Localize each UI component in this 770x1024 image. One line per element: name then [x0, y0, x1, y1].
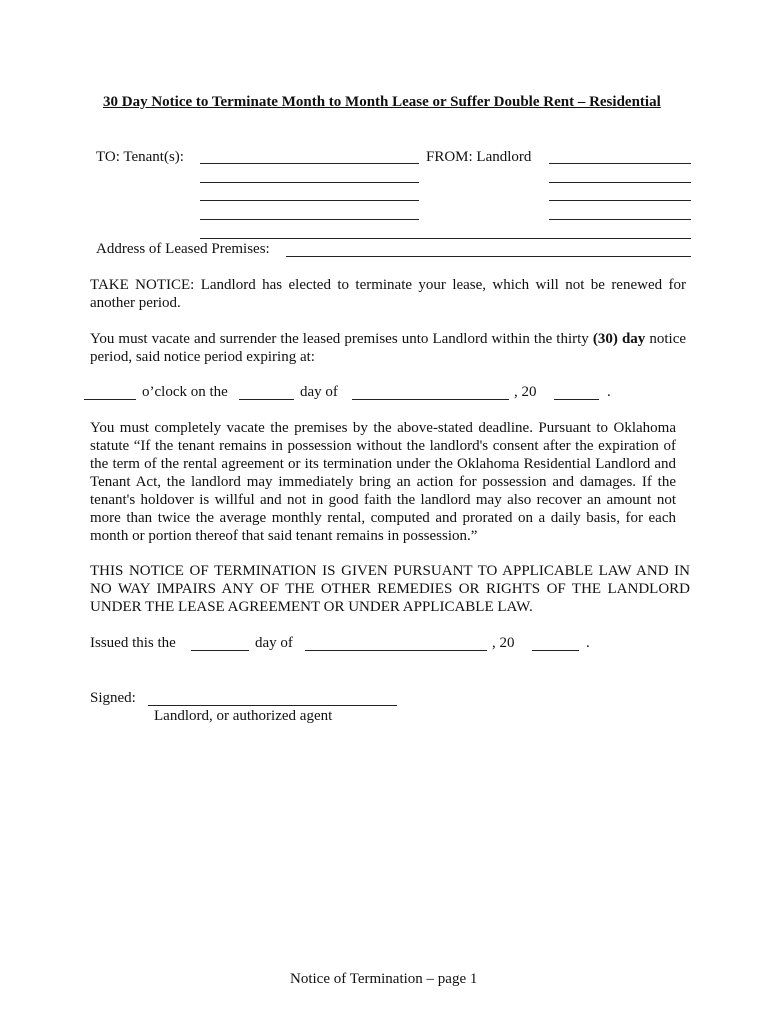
vacate-paragraph — [90, 330, 686, 366]
document-title: 30 Day Notice to Terminate Month to Month Lease or Suffer Double Rent – Residential — [103, 94, 661, 110]
tenant-line-4[interactable] — [200, 219, 419, 220]
signer-caption: Landlord, or authorized agent — [154, 708, 333, 724]
signature-line[interactable] — [148, 705, 397, 706]
vacate-text-b: notice period, said notice period expiring at: — [90, 331, 687, 365]
page-footer: Notice of Termination – page 1 — [290, 971, 478, 987]
issued-dayof-label: day of — [255, 635, 293, 651]
expire-year-blank[interactable] — [554, 399, 599, 400]
expire-hour-blank[interactable] — [84, 399, 136, 400]
legal-caps-paragraph: THIS NOTICE OF TERMINATION IS GIVEN PURSUANT TO APPLICABLE LAW AND IN NO WAY IMPAIRS ANY OF THE OTHER REMEDIES OR RIGHTS OF THE LANDLORD UNDER THE LEASE AGREEMENT OR UNDER APPLICABLE LAW. — [90, 563, 690, 615]
issued-period: . — [586, 635, 590, 651]
expire-day-blank[interactable] — [239, 399, 294, 400]
expire-dayof-label: day of — [300, 384, 338, 400]
take-notice-paragraph: TAKE NOTICE: Landlord has elected to terminate your lease, which will not be renewed for another period. — [90, 277, 686, 311]
issued-day-blank[interactable] — [191, 650, 249, 651]
tenant-line-2[interactable] — [200, 182, 419, 183]
to-tenant-label: TO: Tenant(s): — [96, 149, 184, 165]
issued-year-blank[interactable] — [532, 650, 579, 651]
landlord-line-3[interactable] — [549, 200, 691, 201]
landlord-line-2[interactable] — [549, 182, 691, 183]
vacate-text-a: You must vacate and surrender the leased premises unto Landlord within the thirty — [90, 331, 589, 347]
tenant-line-3[interactable] — [200, 200, 419, 201]
expire-oclock-label: o’clock on the — [142, 384, 228, 400]
landlord-line-1[interactable] — [549, 163, 691, 164]
full-width-line[interactable] — [200, 238, 691, 239]
tenant-line-1[interactable] — [200, 163, 419, 164]
signed-label: Signed: — [90, 690, 136, 706]
expire-year-prefix: , 20 — [514, 384, 537, 400]
address-line[interactable] — [286, 256, 691, 257]
issued-year-prefix: , 20 — [492, 635, 515, 651]
issued-label: Issued this the — [90, 635, 176, 651]
landlord-line-4[interactable] — [549, 219, 691, 220]
from-landlord-label: FROM: Landlord — [426, 149, 532, 165]
expire-period: . — [607, 384, 611, 400]
address-label: Address of Leased Premises: — [96, 241, 270, 257]
thirty-day-bold: (30) day — [592, 331, 646, 347]
expire-month-blank[interactable] — [352, 399, 509, 400]
issued-month-blank[interactable] — [305, 650, 487, 651]
statute-paragraph: You must completely vacate the premises by the above-stated deadline. Pursuant to Oklahoma statute “If the tenant remains in possession without the landlord's consent after the expiration of the term of the rental agreement or its termination under the Oklahoma Residential Landlord and Tenant Act, the landlord may immediately bring an action for possession and damages. If the tenant's holdover is willful and not in good faith the landlord may also recover an amount not more than twice the average monthly rental, computed and prorated on a daily basis, for each month or portion thereof that said tenant remains in possession.” — [90, 420, 676, 544]
